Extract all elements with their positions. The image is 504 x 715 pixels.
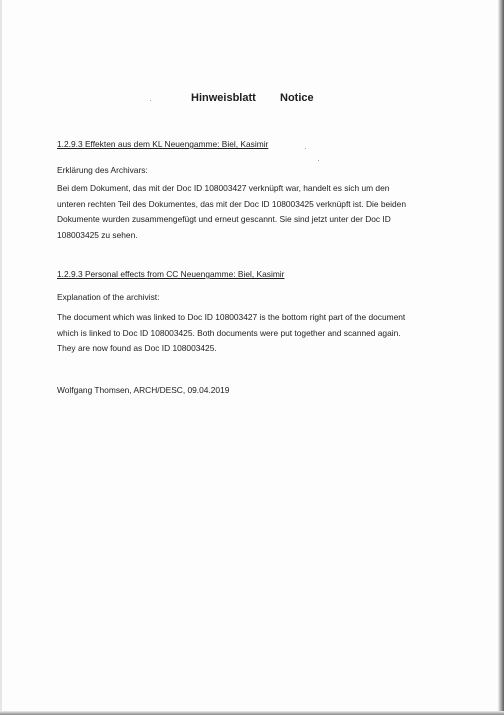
german-paragraph: [57, 181, 406, 243]
german-line: Dokumente wurden zusammengefügt und erneut gescannt. Sie sind jetzt unter der Doc ID: [57, 214, 391, 224]
document-title: [0, 92, 504, 108]
scan-speck: [318, 160, 319, 161]
title-english: Notice: [280, 92, 314, 104]
english-label: Explanation of the archivist:: [57, 292, 160, 302]
english-heading: 1.2.9.3 Personal effects from CC Neuengamme: Biel, Kasimir: [57, 269, 285, 279]
english-line: They are now found as Doc ID 108003425.: [57, 343, 217, 353]
title-german: Hinweisblatt: [191, 92, 256, 104]
german-label: Erklärung des Archivars:: [57, 165, 148, 175]
english-line: The document which was linked to Doc ID 108003427 is the bottom right part of the document: [57, 312, 406, 322]
german-line: 108003425 zu sehen.: [57, 229, 138, 240]
scan-speck: [150, 100, 151, 101]
english-line: which is linked to Doc ID 108003425. Both documents were put together and scanned again.: [57, 327, 401, 338]
german-heading: 1.2.9.3 Effekten aus dem KL Neuengamme: Biel, Kasimir: [57, 139, 269, 149]
german-line: unteren rechten Teil des Dokumentes, das mit der Doc ID 108003425 verknüpft ist. Die beiden: [57, 198, 406, 209]
english-paragraph: [57, 310, 405, 357]
german-line: Bei dem Dokument, das mit der Doc ID 108003427 verknüpft war, handelt es sich um den: [57, 183, 390, 193]
signature-line: Wolfgang Thomsen, ARCH/DESC, 09.04.2019: [57, 385, 230, 395]
scan-edge-bottom: [0, 711, 504, 715]
scan-speck: [305, 148, 306, 149]
